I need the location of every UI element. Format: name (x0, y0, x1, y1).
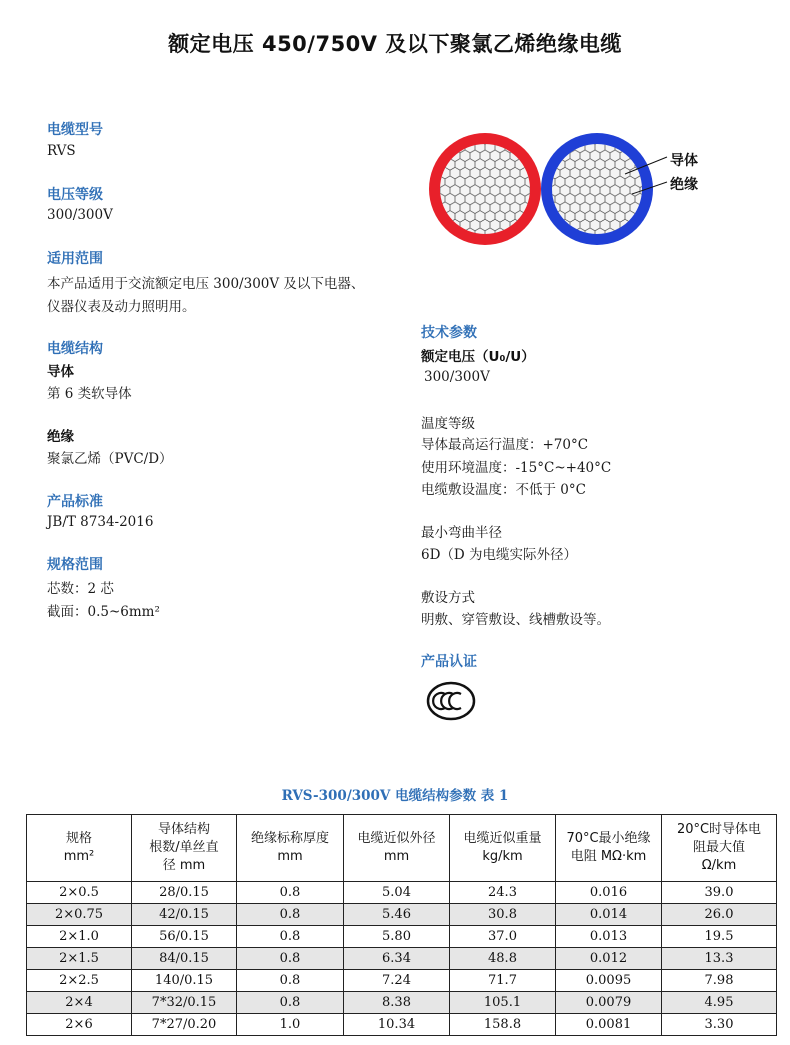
table-cell: 0.0095 (556, 970, 662, 992)
cable-model-heading: 电缆型号 (47, 122, 103, 138)
table-cell: 39.0 (662, 882, 777, 904)
table-cell: 0.012 (556, 948, 662, 970)
tech-params-heading: 技术参数 (421, 325, 477, 341)
rated-voltage-label: 额定电压（U₀/U） (421, 349, 535, 365)
page-title: 额定电压 450/750V 及以下聚氯乙烯绝缘电缆 (168, 32, 622, 56)
voltage-grade-heading: 电压等级 (47, 187, 103, 203)
table-cell: 2×6 (27, 1014, 132, 1036)
table-cell: 56/0.15 (132, 926, 237, 948)
table-cell: 158.8 (450, 1014, 556, 1036)
table-cell: 0.0081 (556, 1014, 662, 1036)
laying-value: 明敷、穿管敷设、线槽敷设等。 (421, 612, 610, 628)
table-cell: 71.7 (450, 970, 556, 992)
table-caption: RVS-300/300V 电缆结构参数 表 1 (281, 788, 509, 804)
insulation-subheading: 绝缘 (47, 429, 74, 445)
table-cell: 3.30 (662, 1014, 777, 1036)
bend-radius-value: 6D（D 为电缆实际外径） (421, 547, 578, 563)
scope-line-2: 仪器仪表及动力照明用。 (47, 299, 196, 315)
scope-line-1: 本产品适用于交流额定电压 300/300V 及以下电器、 (47, 276, 365, 292)
table-cell: 2×1.0 (27, 926, 132, 948)
header-conductor-structure: 导体结构 根数/单丝直 径 mm (132, 815, 237, 882)
table-cell: 0.8 (237, 948, 344, 970)
table-cell: 84/0.15 (132, 948, 237, 970)
blue-core (541, 133, 653, 245)
table-cell: 24.3 (450, 882, 556, 904)
temp-line-1: 导体最高运行温度：+70°C (421, 437, 589, 453)
header-outer-diameter: 电缆近似外径 mm (344, 815, 450, 882)
header-spec: 规格 mm² (27, 815, 132, 882)
table-cell: 42/0.15 (132, 904, 237, 926)
insulation-value: 聚氯乙烯（PVC/D） (47, 451, 173, 467)
header-weight: 电缆近似重量 kg/km (450, 815, 556, 882)
table-cell: 13.3 (662, 948, 777, 970)
structure-heading: 电缆结构 (47, 341, 103, 357)
header-insulation-resistance: 70°C最小绝缘 电阻 MΩ·km (556, 815, 662, 882)
table-row (27, 904, 777, 926)
cable-model-value: RVS (47, 143, 76, 159)
header-conductor-resistance: 20°C时导体电 阻最大值 Ω/km (662, 815, 777, 882)
table-row (27, 992, 777, 1014)
table-cell: 2×4 (27, 992, 132, 1014)
diagram-label-conductor: 导体 (670, 153, 698, 169)
table-row (27, 926, 777, 948)
table-row (27, 1014, 777, 1036)
temp-line-2: 使用环境温度：-15°C~+40°C (421, 460, 612, 476)
rated-voltage-value: 300/300V (424, 369, 490, 385)
table-cell: 0.8 (237, 904, 344, 926)
table-cell: 26.0 (662, 904, 777, 926)
table-row (27, 882, 777, 904)
certification-heading: 产品认证 (421, 654, 477, 670)
red-core (429, 133, 541, 245)
table-cell: 105.1 (450, 992, 556, 1014)
table-cell: 0.016 (556, 882, 662, 904)
bend-radius-heading: 最小弯曲半径 (421, 525, 502, 541)
table-cell: 0.0079 (556, 992, 662, 1014)
table-cell: 48.8 (450, 948, 556, 970)
table-cell: 0.8 (237, 882, 344, 904)
table-row (27, 970, 777, 992)
table-cell: 30.8 (450, 904, 556, 926)
table-cell: 0.8 (237, 992, 344, 1014)
voltage-grade-value: 300/300V (47, 207, 113, 223)
conductor-subheading: 导体 (47, 364, 74, 380)
table-cell: 8.38 (344, 992, 450, 1014)
section-value: 截面：0.5~6mm² (47, 604, 160, 620)
ccc-certification-logo (426, 681, 476, 721)
table-cell: 5.04 (344, 882, 450, 904)
table-cell: 5.46 (344, 904, 450, 926)
header-insulation-thickness: 绝缘标称厚度 mm (237, 815, 344, 882)
table-cell: 19.5 (662, 926, 777, 948)
table-cell: 7*27/0.20 (132, 1014, 237, 1036)
scope-heading: 适用范围 (47, 251, 103, 267)
table-header-row (27, 815, 777, 882)
diagram-label-insulation: 绝缘 (670, 177, 698, 193)
table-cell: 0.8 (237, 970, 344, 992)
table-cell: 6.34 (344, 948, 450, 970)
table-cell: 0.014 (556, 904, 662, 926)
spec-table (26, 814, 777, 1036)
table-cell: 2×0.5 (27, 882, 132, 904)
table-cell: 7*32/0.15 (132, 992, 237, 1014)
table-cell: 10.34 (344, 1014, 450, 1036)
table-cell: 28/0.15 (132, 882, 237, 904)
cores-value: 芯数：2 芯 (47, 581, 114, 597)
table-cell: 4.95 (662, 992, 777, 1014)
table-cell: 5.80 (344, 926, 450, 948)
standard-value: JB/T 8734-2016 (47, 514, 154, 530)
table-cell: 7.24 (344, 970, 450, 992)
table-cell: 140/0.15 (132, 970, 237, 992)
range-heading: 规格范围 (47, 557, 103, 573)
table-cell: 2×1.5 (27, 948, 132, 970)
table-cell: 0.013 (556, 926, 662, 948)
table-cell: 2×0.75 (27, 904, 132, 926)
standard-heading: 产品标准 (47, 494, 103, 510)
temp-grade-heading: 温度等级 (421, 416, 475, 432)
temp-line-3: 电缆敷设温度：不低于 0°C (421, 482, 586, 498)
table-cell: 1.0 (237, 1014, 344, 1036)
table-cell: 37.0 (450, 926, 556, 948)
laying-heading: 敷设方式 (421, 590, 475, 606)
conductor-value: 第 6 类软导体 (47, 386, 132, 402)
table-cell: 7.98 (662, 970, 777, 992)
table-row (27, 948, 777, 970)
table-cell: 2×2.5 (27, 970, 132, 992)
table-cell: 0.8 (237, 926, 344, 948)
